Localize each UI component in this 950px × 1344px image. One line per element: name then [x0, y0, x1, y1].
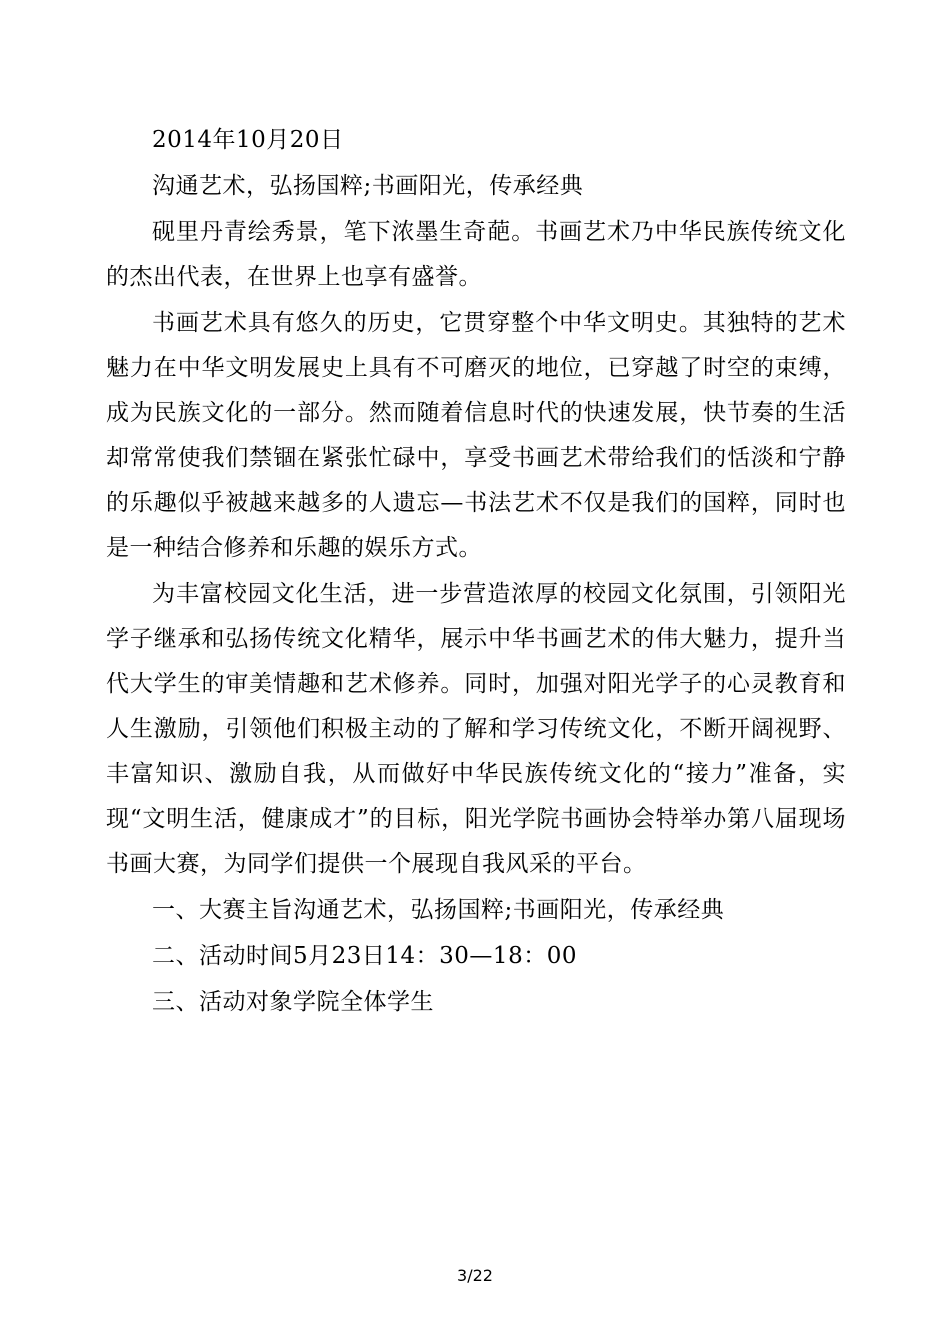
list-item-theme: 一、大赛主旨沟通艺术，弘扬国粹;书画阳光，传承经典: [152, 897, 725, 923]
document-body: [106, 118, 846, 1025]
page-number: 3/22: [457, 1266, 493, 1285]
document-date: 2014年10月20日: [152, 127, 344, 153]
paragraph-history: 书画艺术具有悠久的历史，它贯穿整个中华文明史。其独特的艺术魅力在中华文明发展史上具有不可磨灭的地位，已穿越了时空的束缚，成为民族文化的一部分。然而随着信息时代的快速发展，快节奏的生活却常常使我们禁锢在紧张忙碌中，享受书画艺术带给我们的恬淡和宁静的乐趣似乎被越来越多的人遗忘—书法艺术不仅是我们的国粹，同时也是一种结合修养和乐趣的娱乐方式。: [106, 310, 846, 561]
paragraph-intro: 砚里丹青绘秀景，笔下浓墨生奇葩。书画艺术乃中华民族传统文化的杰出代表，在世界上也享有盛誉。: [106, 219, 846, 290]
paragraph-purpose: 为丰富校园文化生活，进一步营造浓厚的校园文化氛围，引领阳光学子继承和弘扬传统文化精华，展示中华书画艺术的伟大魅力，提升当代大学生的审美情趣和艺术修养。同时，加强对阳光学子的心灵教育和人生激励，引领他们积极主动的了解和学习传统文化，不断开阔视野、丰富知识、激励自我，从而做好中华民族传统文化的“接力”准备，实现“文明生活，健康成才”的目标，阳光学院书画协会特举办第八届现场书画大赛，为同学们提供一个展现自我风采的平台。: [106, 581, 846, 877]
list-item-time: 二、活动时间5月23日14：30—18：00: [152, 943, 577, 969]
list-item-audience: 三、活动对象学院全体学生: [152, 989, 434, 1015]
document-slogan: 沟通艺术，弘扬国粹;书画阳光，传承经典: [152, 173, 584, 199]
